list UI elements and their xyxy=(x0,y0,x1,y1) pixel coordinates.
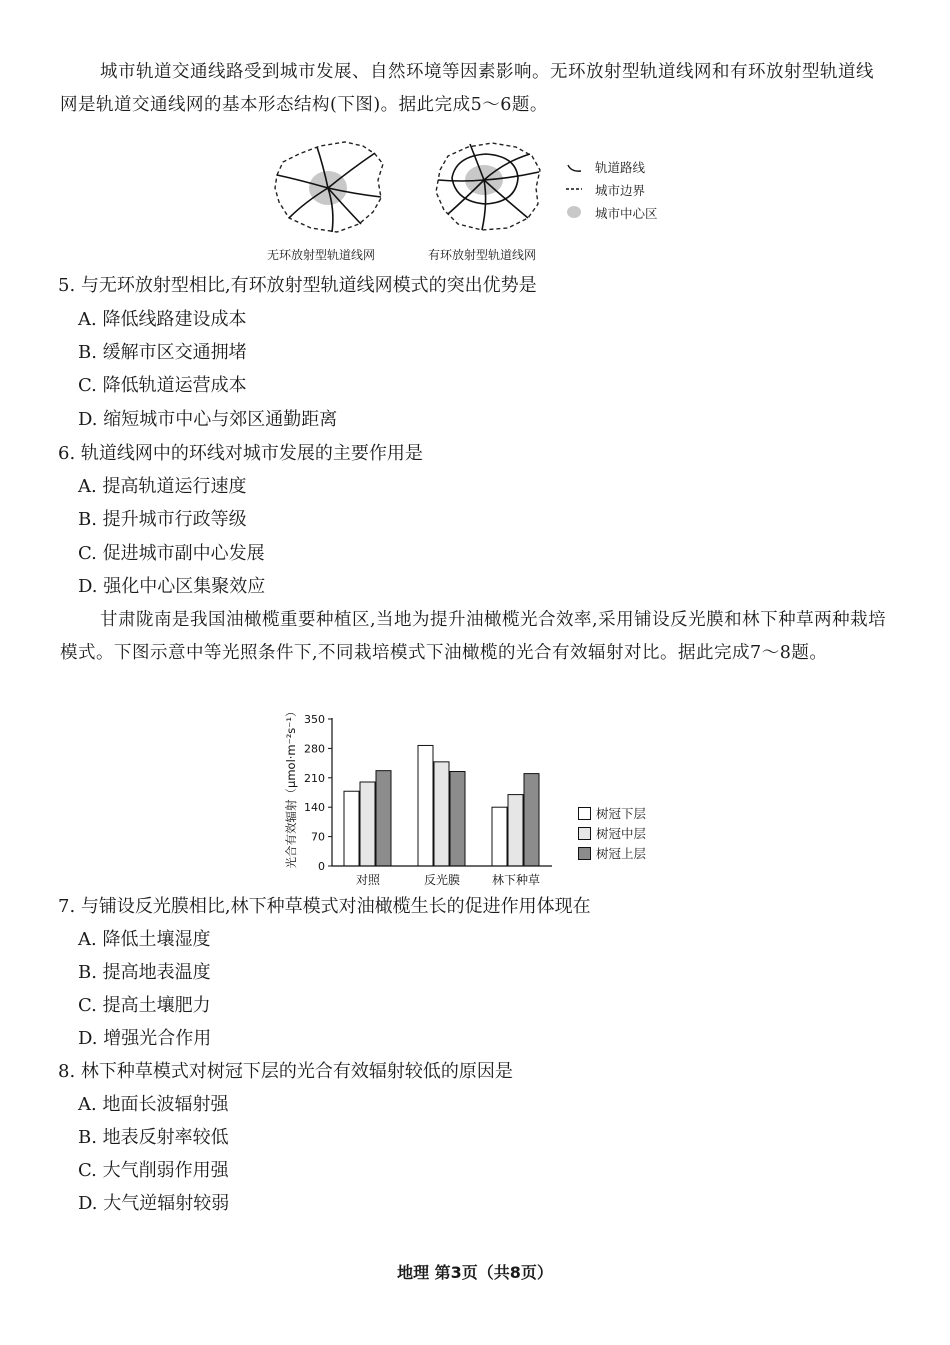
intro-paragraph-2: 甘肃陇南是我国油橄榄重要种植区,当地为提升油橄榄光合效率,采用铺设反光膜和林下种草两种栽培模式。下图示意中等光照条件下,不同栽培模式下油橄榄的光合有效辐射对比。据此完成7～8题。 xyxy=(60,610,887,663)
y-tick-label: 210 xyxy=(304,771,325,785)
question-6-stem: 6. 轨道线网中的环线对城市发展的主要作用是 xyxy=(58,443,423,464)
question-6-option-b: B. 提升城市行政等级 xyxy=(78,509,247,530)
question-6-option-c: C. 促进城市副中心发展 xyxy=(78,543,265,564)
bar-0-1 xyxy=(360,782,375,866)
bar-1-1 xyxy=(434,762,449,866)
legend-item-lower xyxy=(578,803,646,823)
question-5-option-c: C. 降低轨道运营成本 xyxy=(78,375,247,396)
caption-no-ring: 无环放射型轨道线网 xyxy=(267,248,376,262)
question-5-stem: 5. 与无环放射型相比,有环放射型轨道线网模式的突出优势是 xyxy=(58,275,537,296)
question-6-option-a: A. 提高轨道运行速度 xyxy=(78,476,247,497)
question-7-option-b: B. 提高地表温度 xyxy=(78,962,211,983)
legend-label-lower: 树冠下层 xyxy=(596,806,647,821)
x-category-label: 反光膜 xyxy=(423,873,461,887)
legend-swatch-upper xyxy=(578,847,591,860)
question-7-stem: 7. 与铺设反光膜相比,林下种草模式对油橄榄生长的促进作用体现在 xyxy=(58,896,591,917)
legend-swatch-middle xyxy=(578,827,591,840)
bar-2-2 xyxy=(524,774,539,866)
radial-network-no-ring xyxy=(275,142,383,232)
question-7-option-a: A. 降低土壤湿度 xyxy=(78,929,211,950)
bar-2-1 xyxy=(508,795,523,866)
legend-item-middle xyxy=(578,823,646,843)
question-7-option-d: D. 增强光合作用 xyxy=(78,1028,212,1049)
x-category-label: 林下种草 xyxy=(491,873,541,887)
legend-boundary-label: 城市边界 xyxy=(595,183,646,198)
question-7-option-c: C. 提高土壤肥力 xyxy=(78,995,211,1016)
bar-1-2 xyxy=(450,772,465,867)
y-tick-label: 350 xyxy=(304,713,325,726)
legend-rail-symbol xyxy=(568,165,581,171)
bar-2-0 xyxy=(492,807,507,866)
radial-network-with-ring xyxy=(436,143,540,230)
x-category-label: 对照 xyxy=(355,873,381,887)
question-8-option-c: C. 大气削弱作用强 xyxy=(78,1160,229,1181)
y-tick-label: 140 xyxy=(304,801,325,815)
question-8-option-a: A. 地面长波辐射强 xyxy=(78,1094,229,1115)
rail-line xyxy=(484,180,528,218)
question-8-option-b: B. 地表反射率较低 xyxy=(78,1127,229,1148)
y-tick-label: 280 xyxy=(304,742,325,756)
intro-paragraph-1: 城市轨道交通线路受到城市发展、自然环境等因素影响。无环放射型轨道线网和有环放射型轨道线网是轨道交通线网的基本形态结构(下图)。据此完成5～6题。 xyxy=(60,62,874,115)
bar-0-0 xyxy=(344,791,359,866)
legend-center-symbol xyxy=(567,206,581,218)
chart-y-axis-label: 光合有效辐射（μmol·m⁻²s⁻¹） xyxy=(284,705,298,869)
question-5-option-d: D. 缩短城市中心与郊区通勤距离 xyxy=(78,409,338,430)
caption-with-ring: 有环放射型轨道线网 xyxy=(428,248,537,262)
question-6-option-d: D. 强化中心区集聚效应 xyxy=(78,576,266,597)
bar-0-2 xyxy=(376,771,391,866)
legend-label-middle: 树冠中层 xyxy=(596,826,647,841)
question-8-stem: 8. 林下种草模式对树冠下层的光合有效辐射较低的原因是 xyxy=(58,1061,513,1082)
y-tick-label: 0 xyxy=(318,860,325,873)
question-8-option-d: D. 大气逆辐射较弱 xyxy=(78,1193,230,1214)
bar-1-0 xyxy=(418,745,433,866)
legend-center-label: 城市中心区 xyxy=(595,206,658,221)
legend-item-upper xyxy=(578,843,646,863)
question-5-option-a: A. 降低线路建设成本 xyxy=(78,309,247,330)
y-tick-label: 70 xyxy=(311,830,325,844)
legend-swatch-lower xyxy=(578,807,591,820)
legend-rail-label: 轨道路线 xyxy=(595,160,646,175)
page-footer: 地理 第3页（共8页） xyxy=(397,1263,553,1282)
legend-label-upper: 树冠上层 xyxy=(596,846,647,861)
question-5-option-b: B. 缓解市区交通拥堵 xyxy=(78,342,247,363)
chart-legend xyxy=(578,803,646,863)
